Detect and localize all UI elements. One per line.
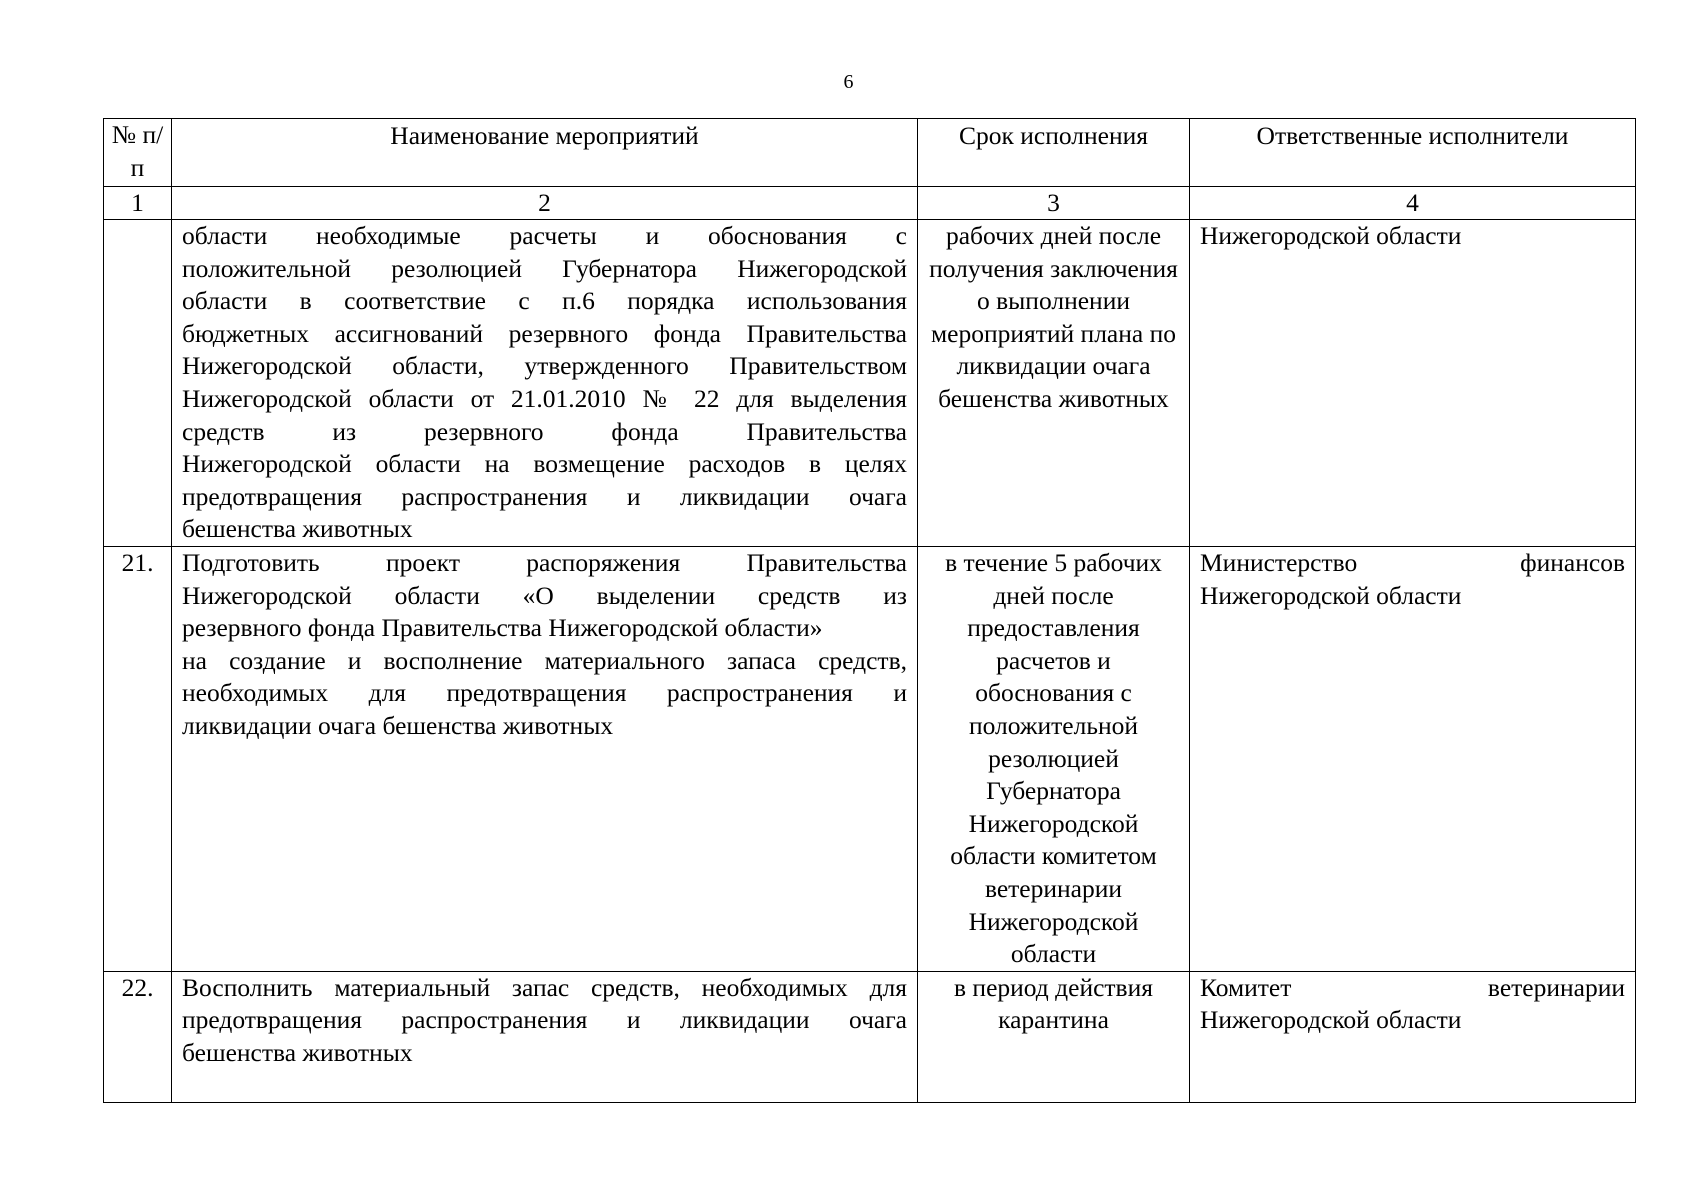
column-numbers-row <box>104 187 1636 220</box>
table-row <box>104 971 1636 1102</box>
responsible-executors <box>1190 971 1636 1102</box>
measure-name <box>172 220 918 547</box>
measure-line: бюджетных ассигнований резервного фонда Правительства <box>182 318 907 348</box>
measure-line: предотвращения распространения и ликвидации очага <box>182 481 907 511</box>
measure-line: резервного фонда Правительства Нижегородской области» <box>182 613 823 643</box>
header-number: № п/п <box>104 119 172 187</box>
measure-line: на создание и восполнение материального запаса средств, <box>182 645 907 675</box>
measure-name <box>172 971 918 1102</box>
measure-line: бешенства животных <box>182 1037 413 1067</box>
responsible-executors <box>1190 547 1636 972</box>
row-number: 22. <box>104 971 172 1102</box>
measure-name <box>172 547 918 972</box>
measure-line: Нижегородской области на возмещение расходов в целях <box>182 449 907 479</box>
header-term: Срок исполнения <box>918 119 1190 187</box>
measure-line: Восполнить материальный запас средств, необходимых для <box>182 972 907 1002</box>
row-number <box>104 220 172 547</box>
measure-line: области в соответствие с п.6 порядка использования <box>182 286 907 316</box>
measure-line: средств из резервного фонда Правительства <box>182 416 907 446</box>
table-row <box>104 220 1636 547</box>
responsible-line: Нижегородской области <box>1200 580 1462 610</box>
responsible-executors <box>1190 220 1636 547</box>
measure-line: предотвращения распространения и ликвидации очага <box>182 1005 907 1035</box>
responsible-line: Министерство финансов <box>1200 548 1625 577</box>
table-row <box>104 547 1636 972</box>
header-name: Наименование мероприятий <box>172 119 918 187</box>
measure-line: необходимых для предотвращения распространения и <box>182 678 907 708</box>
execution-term: рабочих дней после получения заключения о выполнении мероприятий плана по ликвидации очага бешенства животных <box>918 220 1190 547</box>
responsible-line: Нижегородской области <box>1200 221 1462 250</box>
column-number: 4 <box>1190 187 1636 220</box>
measure-line: ликвидации очага бешенства животных <box>182 710 614 740</box>
table-header-row <box>104 119 1636 187</box>
measures-table <box>103 118 1636 1103</box>
responsible-line: Комитет ветеринарии <box>1200 972 1625 1002</box>
column-number: 1 <box>104 187 172 220</box>
measure-line: области необходимые расчеты и обоснования с <box>182 221 907 250</box>
measure-line: Подготовить проект распоряжения Правительства <box>182 548 907 577</box>
measure-line: Нижегородской области, утвержденного Правительством <box>182 351 907 381</box>
column-number: 2 <box>172 187 918 220</box>
responsible-line: Нижегородской области <box>1200 1005 1462 1035</box>
measure-line: положительной резолюцией Губернатора Нижегородской <box>182 253 907 283</box>
measure-line: Нижегородской области «О выделении средств из <box>182 580 907 610</box>
header-responsible: Ответственные исполнители <box>1190 119 1636 187</box>
measure-line: Нижегородской области от 21.01.2010 № 22 для выделения <box>182 383 907 413</box>
column-number: 3 <box>918 187 1190 220</box>
measure-line: бешенства животных <box>182 514 413 544</box>
row-number: 21. <box>104 547 172 972</box>
execution-term: в период действия карантина <box>918 971 1190 1102</box>
page-number: 6 <box>843 71 854 93</box>
execution-term: в течение 5 рабочих дней после предоставления расчетов и обоснования с положительной резолюцией Губернатора Нижегородской области комитетом ветеринарии Нижегородской области <box>918 547 1190 972</box>
